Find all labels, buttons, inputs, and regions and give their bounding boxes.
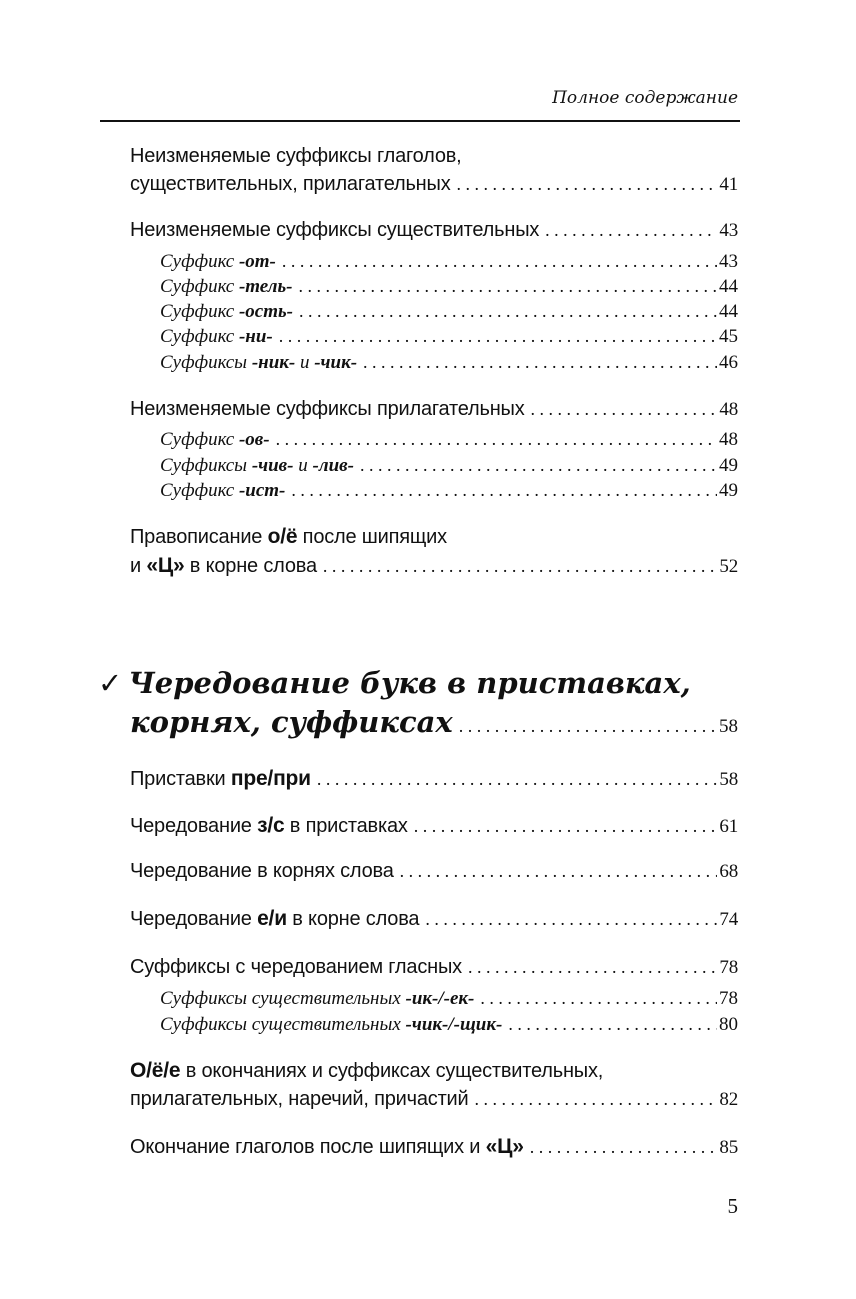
toc-entry-main bbox=[130, 767, 738, 793]
toc-entry-emphasis: -от- bbox=[238, 251, 276, 272]
toc-page-number: 48 bbox=[719, 429, 738, 450]
toc-page-number: 80 bbox=[719, 1014, 738, 1035]
dot-leader bbox=[279, 326, 717, 347]
toc-entry-text: Суффиксы существительных bbox=[160, 988, 406, 1009]
toc-entry-text: и bbox=[130, 555, 147, 577]
dot-leader bbox=[299, 301, 717, 322]
dot-leader bbox=[459, 716, 717, 737]
toc-entry-text: в корне слова bbox=[184, 555, 317, 577]
checkmark-icon: ✓ bbox=[98, 666, 123, 700]
toc-entry-text: Суффикс bbox=[160, 429, 239, 450]
toc-entry-section bbox=[130, 705, 738, 749]
toc-entry-main bbox=[130, 525, 738, 551]
toc-page-number: 61 bbox=[719, 816, 738, 837]
toc-entry-text: существительных, прилагательных bbox=[130, 173, 451, 195]
toc-entry-main bbox=[130, 219, 738, 245]
toc-page-number: 52 bbox=[719, 556, 738, 577]
toc-entry-main bbox=[130, 1135, 738, 1161]
dot-leader bbox=[480, 988, 717, 1009]
dot-leader bbox=[531, 399, 718, 420]
dot-leader bbox=[282, 251, 717, 272]
toc-entry-main bbox=[130, 814, 738, 840]
toc-entry-text: Суффиксы bbox=[160, 352, 252, 373]
toc-entry-text: и bbox=[295, 352, 315, 373]
dot-leader bbox=[400, 861, 718, 882]
toc-entry-sub bbox=[160, 326, 738, 350]
toc-page-number: 78 bbox=[719, 988, 738, 1009]
toc-page-number: 58 bbox=[719, 769, 738, 790]
toc-entry-sub bbox=[160, 301, 738, 325]
toc-entry-text: Приставки bbox=[130, 768, 231, 790]
toc-page-number: 44 bbox=[719, 276, 738, 297]
toc-entry-text: после шипящих bbox=[297, 526, 447, 548]
toc-entry-sub bbox=[160, 276, 738, 300]
toc-page-number: 41 bbox=[719, 174, 738, 195]
toc-entry-text: Неизменяемые суффиксы существительных bbox=[130, 219, 540, 241]
toc-entry-text: Правописание bbox=[130, 526, 268, 548]
toc-entry-main bbox=[130, 907, 738, 933]
toc-entry-text: корнях, суффиксах bbox=[130, 705, 453, 739]
toc-entry-sub bbox=[160, 429, 738, 453]
toc-entry-sub bbox=[160, 352, 738, 376]
toc-page-number: 49 bbox=[719, 455, 738, 476]
toc-entry-sub bbox=[160, 988, 738, 1012]
toc-page-number: 43 bbox=[719, 251, 738, 272]
toc-entry-sub bbox=[160, 251, 738, 275]
toc-entry-section bbox=[98, 666, 738, 710]
dot-leader bbox=[474, 1089, 717, 1110]
toc-entry-main bbox=[130, 860, 738, 886]
dot-leader bbox=[425, 909, 717, 930]
toc-entry-main bbox=[130, 173, 738, 199]
toc-entry-text: Чередование bbox=[130, 815, 258, 837]
toc-entry-emphasis: О/ё/е bbox=[130, 1059, 181, 1082]
toc-entry-text: Окончание глаголов после шипящих и bbox=[130, 1136, 486, 1158]
toc-entry-main bbox=[130, 145, 738, 171]
toc-entry-text: Суффикс bbox=[160, 326, 239, 347]
header-rule bbox=[100, 120, 740, 122]
toc-entry-main bbox=[130, 398, 738, 424]
toc-entry-emphasis: «Ц» bbox=[485, 1135, 524, 1158]
dot-leader bbox=[530, 1137, 718, 1158]
toc-entry-text: Суффиксы с чередованием гласных bbox=[130, 956, 462, 978]
toc-entry-emphasis: -ость- bbox=[238, 301, 293, 322]
toc-entry-emphasis: о/ё bbox=[267, 525, 298, 548]
toc-entry-emphasis: -лив- bbox=[312, 455, 354, 476]
toc-entry-main bbox=[130, 956, 738, 982]
toc-page-number: 78 bbox=[719, 957, 738, 978]
toc-entry-text: Чередование букв в приставках, bbox=[128, 666, 691, 700]
toc-entry-emphasis: з/с bbox=[257, 814, 285, 837]
toc-entry-text: Чередование bbox=[130, 908, 258, 930]
toc-page-number: 45 bbox=[719, 326, 738, 347]
toc-page-number: 46 bbox=[719, 352, 738, 373]
toc-entry-text: и bbox=[293, 455, 313, 476]
toc-entry-text: Суффиксы bbox=[160, 455, 252, 476]
toc-entry-emphasis: -чик-/-щик- bbox=[405, 1014, 503, 1035]
toc-entry-text: Суффикс bbox=[160, 276, 239, 297]
dot-leader bbox=[317, 769, 718, 790]
dot-leader bbox=[360, 455, 717, 476]
dot-leader bbox=[457, 174, 718, 195]
page-number: 5 bbox=[727, 1194, 738, 1218]
toc-entry-text: Суффикс bbox=[160, 301, 239, 322]
toc-entry-text: Суффикс bbox=[160, 480, 239, 501]
dot-leader bbox=[414, 816, 718, 837]
toc-page-number: 43 bbox=[719, 220, 738, 241]
toc-entry-text: Неизменяемые суффиксы прилагательных bbox=[130, 398, 525, 420]
toc-entry-sub bbox=[160, 480, 738, 504]
toc-entry-text: Суффиксы существительных bbox=[160, 1014, 406, 1035]
toc-entry-text: Чередование в корнях слова bbox=[130, 860, 394, 882]
running-header: Полное содержание bbox=[552, 88, 738, 108]
toc-entry-emphasis: -чик- bbox=[314, 352, 358, 373]
toc-entry-emphasis: -ни- bbox=[238, 326, 273, 347]
dot-leader bbox=[545, 220, 717, 241]
dot-leader bbox=[299, 276, 717, 297]
dot-leader bbox=[276, 429, 717, 450]
toc-entry-sub bbox=[160, 1014, 738, 1038]
dot-leader bbox=[291, 480, 717, 501]
toc-entry-text: Суффикс bbox=[160, 251, 239, 272]
dot-leader bbox=[468, 957, 717, 978]
toc-page-number: 68 bbox=[719, 861, 738, 882]
toc-page-number: 44 bbox=[719, 301, 738, 322]
toc-entry-emphasis: -ик-/-ек- bbox=[405, 988, 475, 1009]
toc-entry-text: в корне слова bbox=[286, 908, 420, 930]
toc-entry-emphasis: «Ц» bbox=[146, 554, 185, 577]
toc-entry-sub bbox=[160, 455, 738, 479]
toc-entry-emphasis: е/и bbox=[257, 907, 287, 930]
toc-page-number: 85 bbox=[719, 1137, 738, 1158]
toc-entry-text: Неизменяемые суффиксы глаголов, bbox=[130, 145, 462, 167]
toc-entry-emphasis: -ов- bbox=[238, 429, 270, 450]
toc-entry-main bbox=[130, 554, 738, 580]
toc-page-number: 48 bbox=[719, 399, 738, 420]
toc-entry-text: в окончаниях и суффиксах существительных, bbox=[180, 1060, 604, 1082]
toc-page-number: 82 bbox=[719, 1089, 738, 1110]
dot-leader bbox=[508, 1014, 717, 1035]
dot-leader bbox=[363, 352, 717, 373]
toc-page-number: 74 bbox=[719, 909, 738, 930]
toc-entry-emphasis: -ник- bbox=[251, 352, 296, 373]
toc-entry-main bbox=[130, 1088, 738, 1114]
toc-page-number: 49 bbox=[719, 480, 738, 501]
toc-entry-emphasis: пре/при bbox=[230, 767, 311, 790]
toc-entry-text: прилагательных, наречий, причастий bbox=[130, 1088, 469, 1110]
toc-page-number: 58 bbox=[719, 716, 738, 737]
toc-entry-emphasis: -ист- bbox=[238, 480, 286, 501]
toc-entry-emphasis: -чив- bbox=[251, 455, 294, 476]
dot-leader bbox=[323, 556, 718, 577]
toc-entry-text: в приставках bbox=[284, 815, 408, 837]
toc-entry-main bbox=[130, 1059, 738, 1085]
toc-entry-emphasis: -тель- bbox=[238, 276, 293, 297]
